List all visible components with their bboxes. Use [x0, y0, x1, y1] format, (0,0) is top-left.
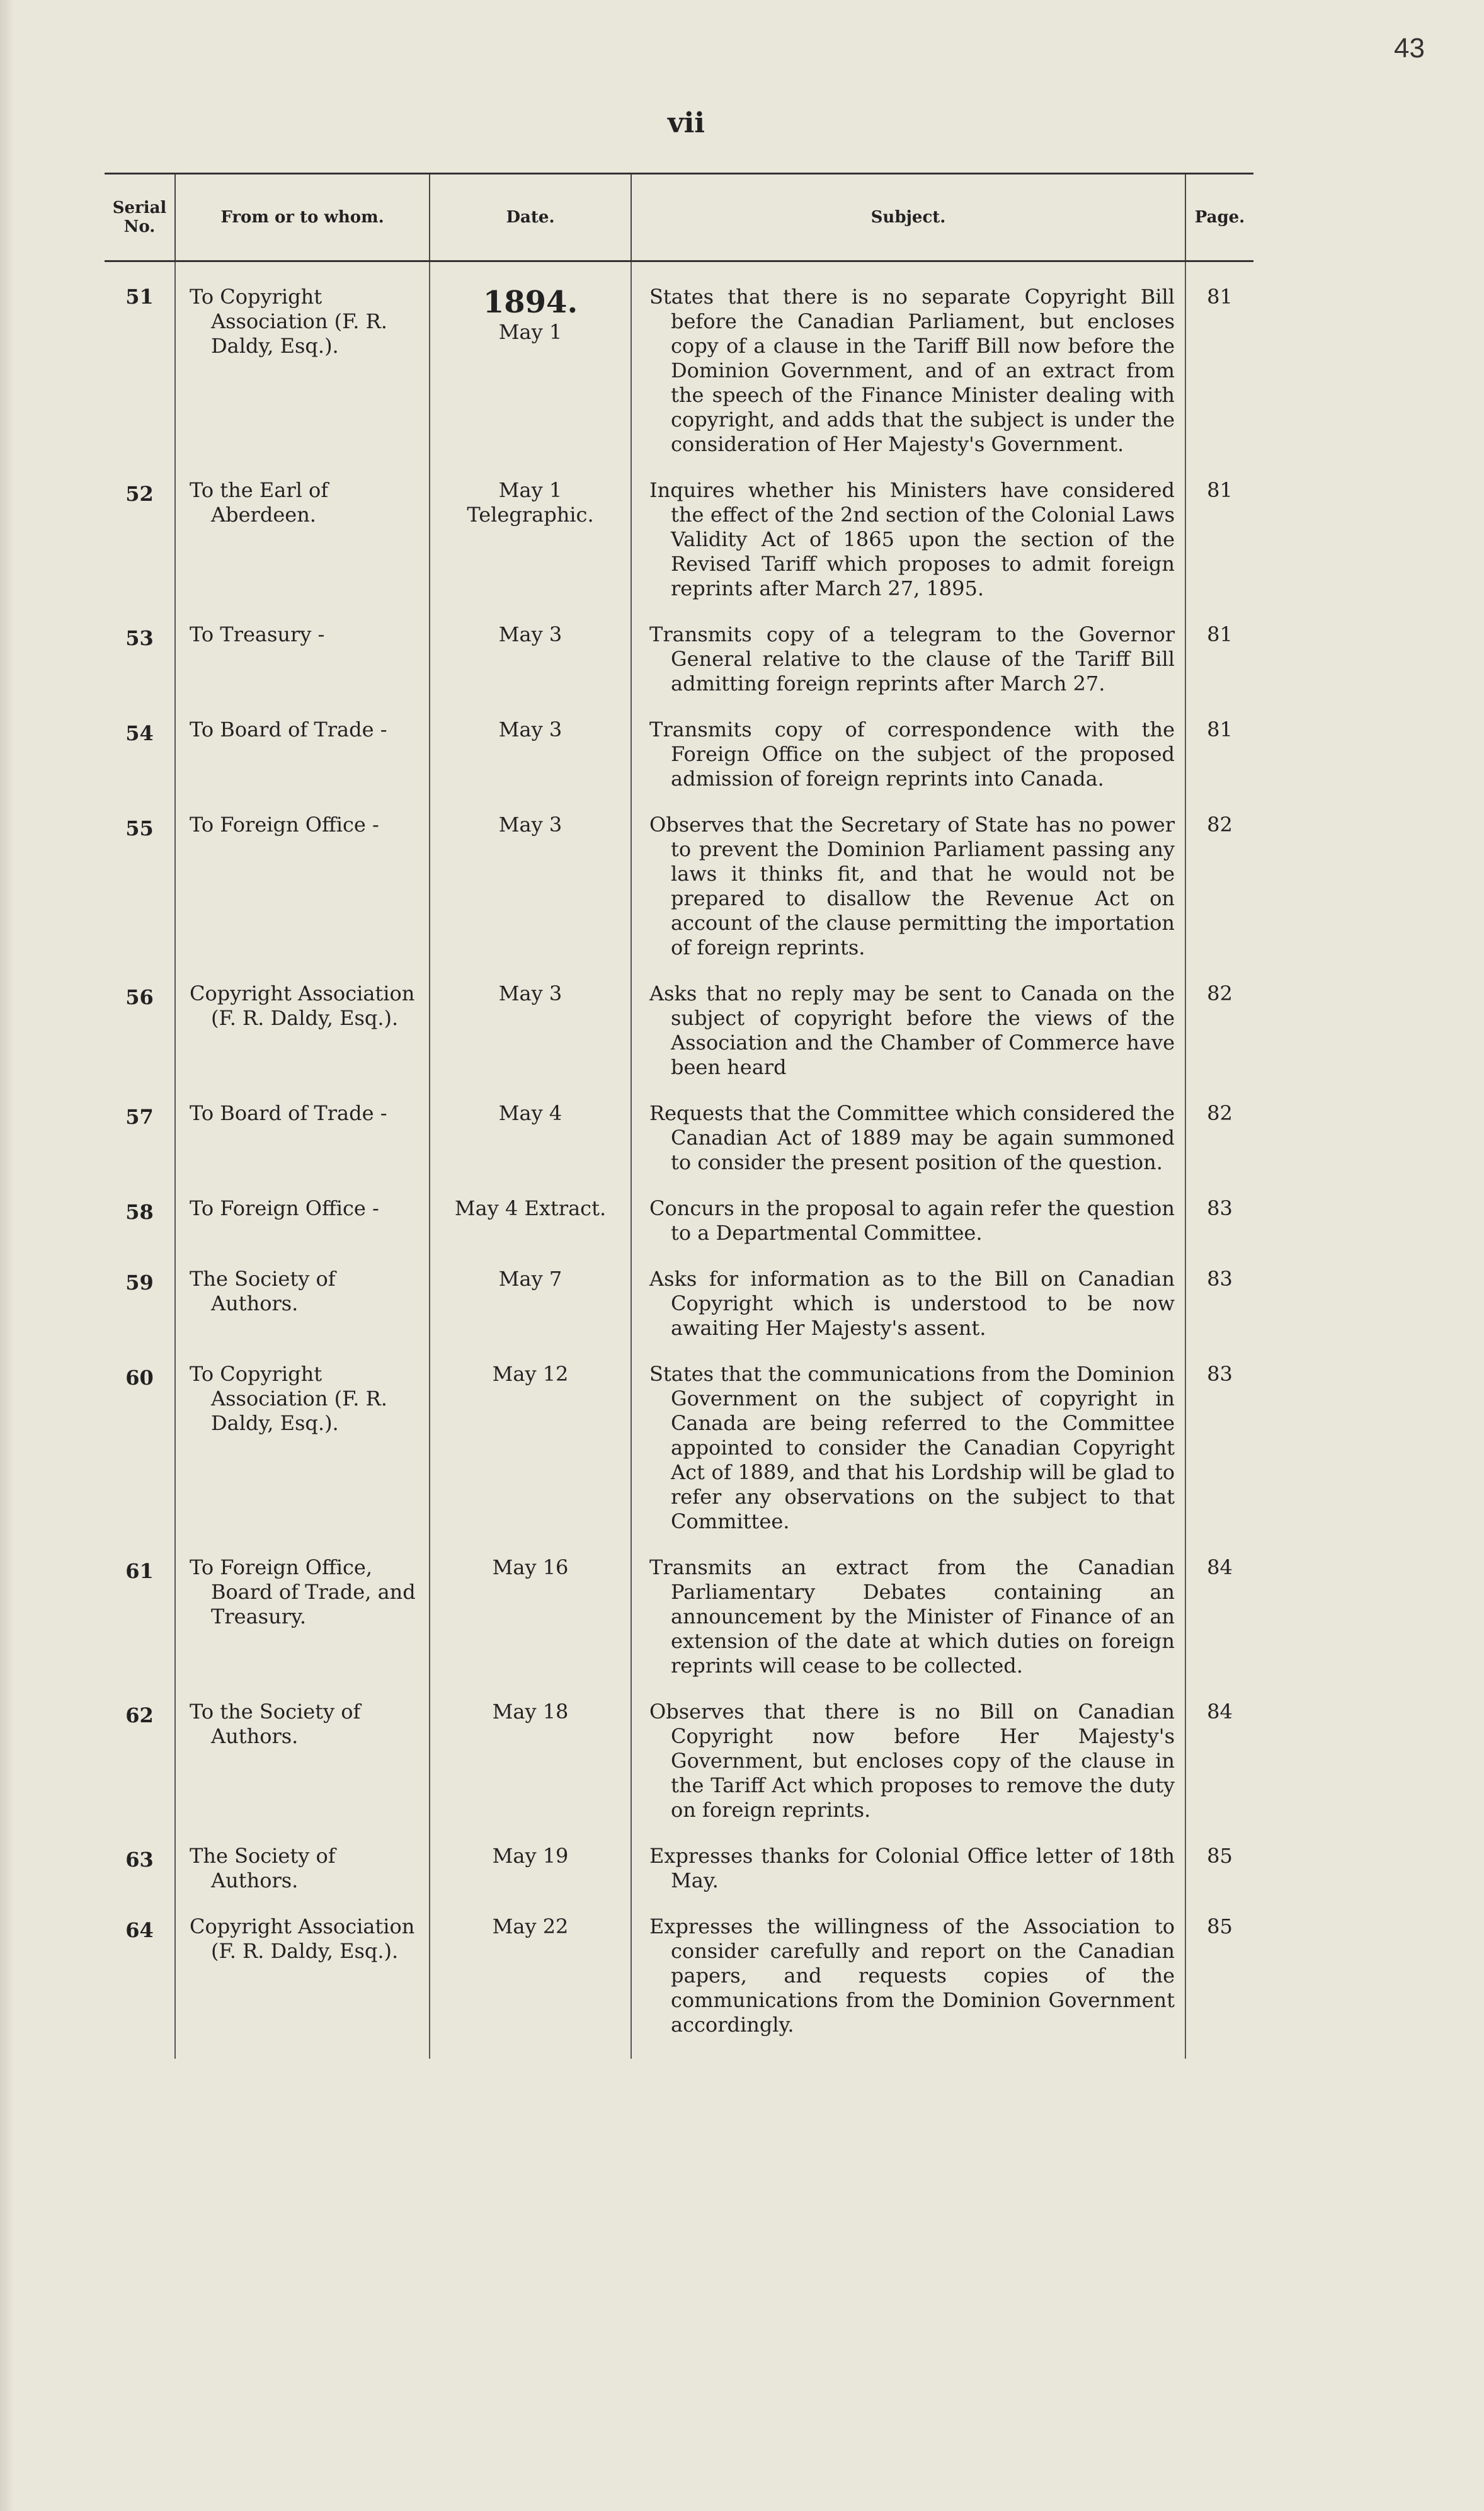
from-text: To Treasury -: [190, 622, 325, 646]
serial-cell: 51: [125, 285, 154, 309]
subject-cell: [631, 1700, 1185, 1844]
serial-cell: 59: [125, 1271, 154, 1295]
date-cell: May 3: [430, 718, 631, 813]
serial-cell: 53: [125, 626, 154, 650]
date-cell: May 16: [430, 1555, 631, 1700]
subject-text: Concurs in the proposal to again refer the question to a Departmental Committee.: [649, 1196, 1175, 1245]
subject-cell: [631, 718, 1185, 813]
page-edge-shadow: [0, 0, 14, 2511]
subject-cell: [631, 478, 1185, 622]
page-ref-cell: 84: [1185, 1555, 1253, 1700]
from-cell: [175, 981, 430, 1101]
date-cell: May 19: [430, 1844, 631, 1914]
table-row: [105, 1101, 1253, 1196]
table-row: [105, 622, 1253, 718]
serial-cell: 64: [125, 1918, 154, 1942]
subject-text: Transmits copy of correspondence with the Foreign Office on the subject of the proposed admission of foreign reprints into Canada.: [649, 718, 1175, 791]
subject-cell: [631, 622, 1185, 718]
date-cell: May 18: [430, 1700, 631, 1844]
date-cell: May 3: [430, 622, 631, 718]
serial-cell: 52: [125, 482, 154, 506]
subject-text: Transmits an extract from the Canadian Parliamentary Debates containing an announcement by the Minister of Finance of an extension of the date at which duties on foreign reprints will cease to be collected.: [649, 1555, 1175, 1678]
subject-text: Expresses thanks for Colonial Office letter of 18th May.: [649, 1844, 1175, 1892]
header-from: From or to whom.: [175, 174, 430, 261]
table-row: [105, 1555, 1253, 1700]
table-row: [105, 1844, 1253, 1914]
page-ref-cell: 81: [1185, 261, 1253, 479]
serial-cell: 54: [125, 721, 154, 745]
page-ref-cell: 81: [1185, 622, 1253, 718]
subject-text: Asks that no reply may be sent to Canada on the subject of copyright before the views of the Association and the Chamber of Commerce have been heard: [649, 981, 1175, 1079]
table-header-row: [105, 174, 1253, 261]
from-cell: [175, 261, 430, 479]
subject-text: Observes that the Secretary of State has no power to prevent the Dominion Parliament passing any laws it thinks fit, and that he would not be prepared to disallow the Revenue Act on account of the clause permitting the importation of foreign reprints.: [649, 813, 1175, 959]
from-cell: [175, 478, 430, 622]
page-ref-cell: 82: [1185, 981, 1253, 1101]
from-text: To Copyright Association (F. R. Daldy, Esq.).: [190, 1362, 387, 1435]
subject-cell: [631, 1196, 1185, 1267]
from-text: To Board of Trade -: [190, 718, 387, 741]
subject-text: Transmits copy of a telegram to the Governor General relative to the clause of the Tariff Bill admitting foreign reprints after March 27.: [649, 622, 1175, 695]
subject-text: Asks for information as to the Bill on Canadian Copyright which is understood to be now awaiting Her Majesty's assent.: [649, 1267, 1175, 1340]
page-ref-cell: 81: [1185, 718, 1253, 813]
from-text: To the Society of Authors.: [190, 1700, 361, 1748]
subject-cell: [631, 1267, 1185, 1362]
page-ref-cell: 85: [1185, 1844, 1253, 1914]
page-ref-cell: 83: [1185, 1362, 1253, 1555]
subject-cell: [631, 813, 1185, 981]
subject-cell: [631, 1362, 1185, 1555]
table-row: [105, 1362, 1253, 1555]
from-text: The Society of Authors.: [190, 1844, 336, 1892]
page-ref-cell: 82: [1185, 813, 1253, 981]
year-label: 1894.: [482, 285, 578, 320]
from-text: To Board of Trade -: [190, 1101, 387, 1125]
from-cell: [175, 1267, 430, 1362]
from-text: To Foreign Office, Board of Trade, and Treasury.: [190, 1555, 416, 1628]
subject-cell: [631, 1555, 1185, 1700]
from-cell: [175, 1700, 430, 1844]
from-text: To Foreign Office -: [190, 813, 379, 837]
date-cell: May 4 Extract.: [430, 1196, 631, 1267]
subject-text: Requests that the Committee which considered the Canadian Act of 1889 may be again summoned to consider the present position of the question.: [649, 1101, 1175, 1174]
from-cell: [175, 813, 430, 981]
date-text: May 1: [498, 320, 562, 344]
table-row: [105, 478, 1253, 622]
date-cell: May 7: [430, 1267, 631, 1362]
table-row: [105, 1196, 1253, 1267]
page-ref-cell: 84: [1185, 1700, 1253, 1844]
from-cell: [175, 1196, 430, 1267]
table-row: [105, 718, 1253, 813]
page-ref-cell: 82: [1185, 1101, 1253, 1196]
serial-cell: 56: [125, 985, 154, 1009]
subject-text: Inquires whether his Ministers have considered the effect of the 2nd section of the Colonial Laws Validity Act of 1865 upon the section of the Revised Tariff which proposes to admit foreign reprints after March 27, 1895.: [649, 478, 1175, 600]
serial-cell: 61: [125, 1559, 154, 1583]
serial-cell: 63: [125, 1848, 154, 1872]
subject-text: Observes that there is no Bill on Canadian Copyright now before Her Majesty's Government, but encloses copy of the clause in the Tariff Act which proposes to remove the duty on foreign reprints.: [649, 1700, 1175, 1822]
serial-cell: 57: [125, 1105, 154, 1129]
from-text: To Foreign Office -: [190, 1196, 379, 1220]
date-cell: May 3: [430, 813, 631, 981]
page-ref-cell: 81: [1185, 478, 1253, 622]
from-text: To Copyright Association (F. R. Daldy, Esq.).: [190, 285, 387, 358]
subject-cell: [631, 1844, 1185, 1914]
from-text: To the Earl of Aberdeen.: [190, 478, 329, 527]
from-cell: [175, 1844, 430, 1914]
serial-cell: 60: [125, 1366, 154, 1390]
subject-text: States that there is no separate Copyright Bill before the Canadian Parliament, but encloses copy of a clause in the Tariff Bill now before the Dominion Government, and of an extract from the speech of the Finance Minister dealing with copyright, and adds that the subject is under the consideration of Her Majesty's Government.: [649, 285, 1175, 456]
table-row: [105, 1700, 1253, 1844]
table-row: [105, 1267, 1253, 1362]
serial-cell: 62: [125, 1703, 154, 1727]
subject-text: States that the communications from the Dominion Government on the subject of copyright in Canada are being referred to the Committee appointed to consider the Canadian Copyright Act of 1889, and that his Lordship will be glad to refer any observations on the subject to that Committee.: [649, 1362, 1175, 1533]
serial-cell: 58: [125, 1200, 154, 1224]
subject-cell: [631, 261, 1185, 479]
subject-cell: [631, 981, 1185, 1101]
roman-page-number: vii: [668, 107, 705, 139]
from-cell: [175, 622, 430, 718]
from-cell: [175, 1362, 430, 1555]
table-row: [105, 813, 1253, 981]
table-row: [105, 981, 1253, 1101]
header-subject: Subject.: [631, 174, 1185, 261]
date-cell: May 4: [430, 1101, 631, 1196]
from-cell: [175, 1101, 430, 1196]
page-ref-cell: 83: [1185, 1196, 1253, 1267]
table-row: [105, 261, 1253, 479]
subject-text: Expresses the willingness of the Association to consider carefully and report on the Canadian papers, and requests copies of the communications from the Dominion Government accordingly.: [649, 1914, 1175, 2037]
page-ref-cell: 85: [1185, 1914, 1253, 2059]
header-serial: Serial No.: [105, 174, 175, 261]
from-text: The Society of Authors.: [190, 1267, 336, 1315]
page-ref-cell: 83: [1185, 1267, 1253, 1362]
subject-cell: [631, 1101, 1185, 1196]
subject-cell: [631, 1914, 1185, 2059]
header-date: Date.: [430, 174, 631, 261]
date-cell: May 12: [430, 1362, 631, 1555]
date-cell: May 3: [430, 981, 631, 1101]
date-cell: May 22: [430, 1914, 631, 2059]
from-cell: [175, 718, 430, 813]
header-page: Page.: [1185, 174, 1253, 261]
serial-cell: 55: [125, 816, 154, 840]
from-text: Copyright Association (F. R. Daldy, Esq.).: [190, 1914, 415, 1963]
date-cell: [430, 261, 631, 479]
from-cell: [175, 1914, 430, 2059]
correspondence-table: [105, 173, 1253, 2059]
table-row: [105, 1914, 1253, 2059]
date-cell: May 1 Telegraphic.: [430, 478, 631, 622]
page-number: 43: [1394, 33, 1425, 64]
from-cell: [175, 1555, 430, 1700]
from-text: Copyright Association (F. R. Daldy, Esq.).: [190, 981, 415, 1030]
